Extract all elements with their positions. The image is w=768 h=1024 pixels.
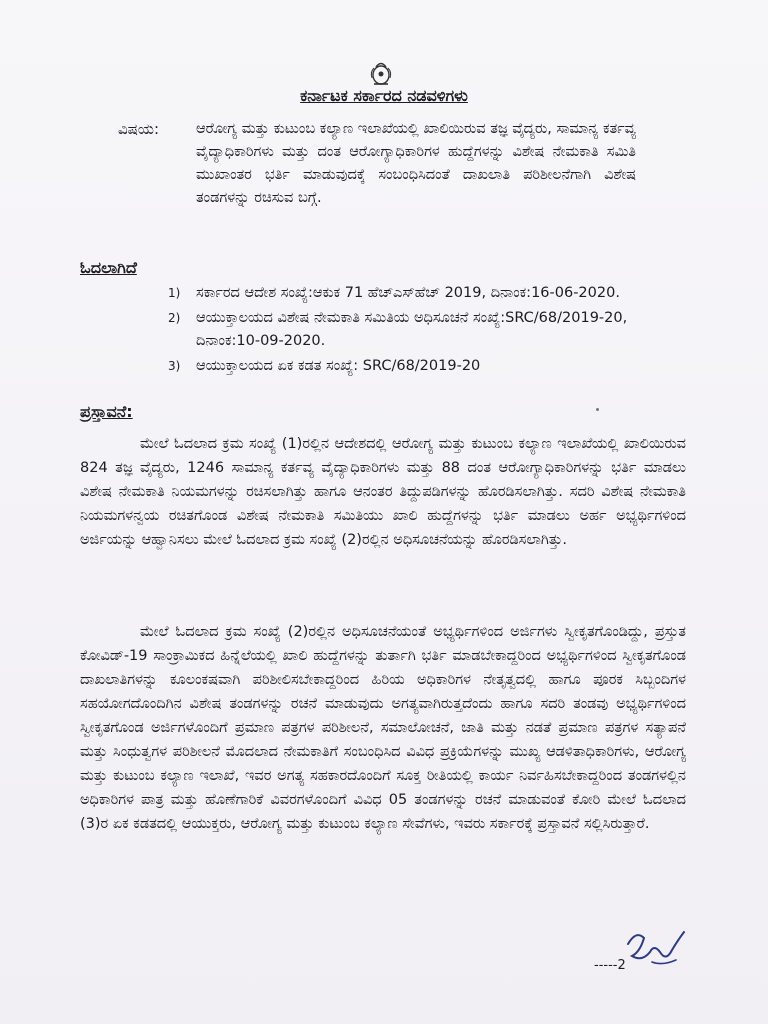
handwritten-signature-icon [622, 922, 692, 974]
references-list [168, 282, 638, 380]
list-item-number: 1) [168, 286, 181, 300]
karnataka-emblem-icon [366, 58, 396, 88]
subject-text: ಆರೋಗ್ಯ ಮತ್ತು ಕುಟುಂಬ ಕಲ್ಯಾಣ ಇಲಾಖೆಯಲ್ಲಿ ಖಾಲಿಯಿರುವ ತಜ್ಞ ವೈದ್ಯರು, ಸಾಮಾನ್ಯ ಕರ್ತವ್ಯ ವೈದ್ಯಾಧಿಕಾರಿಗಳು ಮತ್ತು ದಂತ ಆರೋಗ್ಯಾಧಿಕಾರಿಗಳ ಹುದ್ದೆಗಳನ್ನು ವಿಶೇಷ ನೇಮಕಾತಿ ಸಮಿತಿ ಮುಖಾಂತರ ಭರ್ತಿ ಮಾಡುವುದಕ್ಕೆ ಸಂಬಂಧಿಸಿದಂತೆ ದಾಖಲಾತಿ ಪರಿಶೀಲನೆಗಾಗಿ ವಿಶೇಷ ತಂಡಗಳನ್ನು ರಚಿಸುವ ಬಗ್ಗೆ. [196, 121, 636, 206]
speck-mark [596, 408, 599, 411]
list-item-number: 2) [168, 311, 181, 325]
preamble-paragraph-2 [80, 620, 686, 836]
list-item [168, 355, 638, 378]
paragraph-text: ಮೇಲೆ ಓದಲಾದ ಕ್ರಮ ಸಂಖ್ಯೆ (2)ರಲ್ಲಿನ ಅಧಿಸೂಚನೆಯಂತೆ ಅಭ್ಯರ್ಥಿಗಳಿಂದ ಅರ್ಜಿಗಳು ಸ್ವೀಕೃತಗೊಂಡಿದ್ದು, ಪ್ರಸ್ತುತ ಕೋವಿಡ್-19 ಸಾಂಕ್ರಾಮಿಕದ ಹಿನ್ನೆಲೆಯಲ್ಲಿ ಖಾಲಿ ಹುದ್ದೆಗಳನ್ನು ತುರ್ತಾಗಿ ಭರ್ತಿ ಮಾಡಬೇಕಾದ್ದರಿಂದ ಅಭ್ಯರ್ಥಿಗಳಿಂದ ಸ್ವೀಕೃತಗೊಂಡ ದಾಖಲಾತಿಗಳನ್ನು ಕೂಲಂಕಷವಾಗಿ ಪರಿಶೀಲಿಸಬೇಕಾದ್ದರಿಂದ ಹಿರಿಯ ಅಧಿಕಾರಿಗಳ ನೇತೃತ್ವದಲ್ಲಿ ಹಾಗೂ ಪೂರಕ ಸಿಬ್ಬಂದಿಗಳ ಸಹಯೋಗದೊಂದಿಗಿನ ವಿಶೇಷ ತಂಡಗಳನ್ನು ರಚನೆ ಮಾಡುವುದು ಅಗತ್ಯವಾಗಿರುತ್ತದೆಂದು ಹಾಗೂ ಸದರಿ ತಂಡವು ಅಭ್ಯರ್ಥಿಗಳಿಂದ ಸ್ವೀಕೃತಗೊಂಡ ಅರ್ಜಿಗಳೊಂದಿಗೆ ಪ್ರಮಾಣ ಪತ್ರಗಳ ಪರಿಶೀಲನೆ, ಸಮಾಲೋಚನೆ, ಜಾತಿ ಮತ್ತು ನಡತೆ ಪ್ರಮಾಣ ಪತ್ರಗಳ ಸತ್ಯಾಪನೆ ಮತ್ತು ಸಿಂಧುತ್ವಗಳ ಪರಿಶೀಲನೆ ಮೊದಲಾದ ನೇಮಕಾತಿಗೆ ಸಂಬಂಧಿಸಿದ ವಿವಿಧ ಪ್ರಕ್ರಿಯೆಗಳನ್ನು ಮುಖ್ಯ ಆಡಳಿತಾಧಿಕಾರಿಗಳು, ಆರೋಗ್ಯ ಮತ್ತು ಕುಟುಂಬ ಕಲ್ಯಾಣ ಇಲಾಖೆ, ಇವರ ಅಗತ್ಯ ಸಹಕಾರದೊಂದಿಗೆ ಸೂಕ್ತ ರೀತಿಯಲ್ಲಿ ಕಾರ್ಯ ನಿರ್ವಹಿಸಬೇಕಾದ್ದರಿಂದ ತಂಡಗಳಲ್ಲಿನ ಅಧಿಕಾರಿಗಳ ಪಾತ್ರ ಮತ್ತು ಹೊಣೆಗಾರಿಕೆ ವಿವರಗಳೊಂದಿಗೆ ವಿವಿಧ 05 ತಂಡಗಳನ್ನು ರಚನೆ ಮಾಡುವಂತೆ ಕೋರಿ ಮೇಲೆ ಓದಲಾದ (3)ರ ಏಕ ಕಡತದಲ್ಲಿ ಆಯುಕ್ತರು, ಆರೋಗ್ಯ ಮತ್ತು ಕುಟುಂಬ ಕಲ್ಯಾಣ ಸೇವೆಗಳು, ಇವರು ಸರ್ಕಾರಕ್ಕೆ ಪ್ರಸ್ತಾವನೆ ಸಲ್ಲಿಸಿರುತ್ತಾರೆ. [80, 624, 686, 832]
list-item-text: ಸರ್ಕಾರದ ಆದೇಶ ಸಂಖ್ಯೆ:ಆಕುಕ 71 ಹೆಚ್‌ಎಸ್‌ಹೆಚ್ 2019, ದಿನಾಂಕ:16-06-2020. [196, 285, 620, 301]
list-item [168, 307, 638, 353]
list-item-number: 3) [168, 359, 181, 373]
list-item-text: ಆಯುಕ್ತಾಲಯದ ಏಕ ಕಡತ ಸಂಖ್ಯೆ: SRC/68/2019-20 [196, 358, 481, 374]
page-marker: -----2 [594, 958, 626, 973]
preamble-paragraph-1 [80, 432, 686, 552]
list-item [168, 282, 638, 305]
paragraph-text: ಮೇಲೆ ಓದಲಾದ ಕ್ರಮ ಸಂಖ್ಯೆ (1)ರಲ್ಲಿನ ಆದೇಶದಲ್ಲಿ ಆರೋಗ್ಯ ಮತ್ತು ಕುಟುಂಬ ಕಲ್ಯಾಣ ಇಲಾಖೆಯಲ್ಲಿ ಖಾಲಿಯಿರುವ 824 ತಜ್ಞ ವೈದ್ಯರು, 1246 ಸಾಮಾನ್ಯ ಕರ್ತವ್ಯ ವೈದ್ಯಾಧಿಕಾರಿಗಳು ಮತ್ತು 88 ದಂತ ಆರೋಗ್ಯಾಧಿಕಾರಿಗಳನ್ನು ಭರ್ತಿ ಮಾಡಲು ವಿಶೇಷ ನೇಮಕಾತಿ ನಿಯಮಗಳನ್ನು ರಚಿಸಲಾಗಿತ್ತು ಹಾಗೂ ಆನಂತರ ತಿದ್ದುಪಡಿಗಳನ್ನು ಹೊರಡಿಸಲಾಗಿತ್ತು. ಸದರಿ ವಿಶೇಷ ನೇಮಕಾತಿ ನಿಯಮಗಳನ್ವಯ ರಚಿತಗೊಂಡ ವಿಶೇಷ ನೇಮಕಾತಿ ಸಮಿತಿಯು ಖಾಲಿ ಹುದ್ದೆಗಳನ್ನು ಭರ್ತಿ ಮಾಡಲು ಅರ್ಹ ಅಭ್ಯರ್ಥಿಗಳಿಂದ ಅರ್ಜಿಯನ್ನು ಆಹ್ವಾನಿಸಲು ಮೇಲೆ ಓದಲಾದ ಕ್ರಮ ಸಂಖ್ಯೆ (2)ರಲ್ಲಿನ ಅಧಿಸೂಚನೆಯನ್ನು ಹೊರಡಿಸಲಾಗಿತ್ತು. [80, 436, 686, 548]
references-heading: ಓದಲಾಗಿದೆ [80, 258, 137, 277]
preamble-heading: ಪ್ರಸ್ತಾವನೆ: [80, 402, 133, 421]
subject-label: ವಿಷಯ: [118, 120, 159, 138]
list-item-text: ಆಯುಕ್ತಾಲಯದ ವಿಶೇಷ ನೇಮಕಾತಿ ಸಮಿತಿಯ ಅಧಿಸೂಚನೆ ಸಂಖ್ಯೆ:SRC/68/2019-20, ದಿನಾಂಕ:10-09-2020. [196, 310, 628, 349]
page-title: ಕರ್ನಾಟಕ ಸರ್ಕಾರದ ನಡವಳಿಗಳು [300, 86, 468, 105]
